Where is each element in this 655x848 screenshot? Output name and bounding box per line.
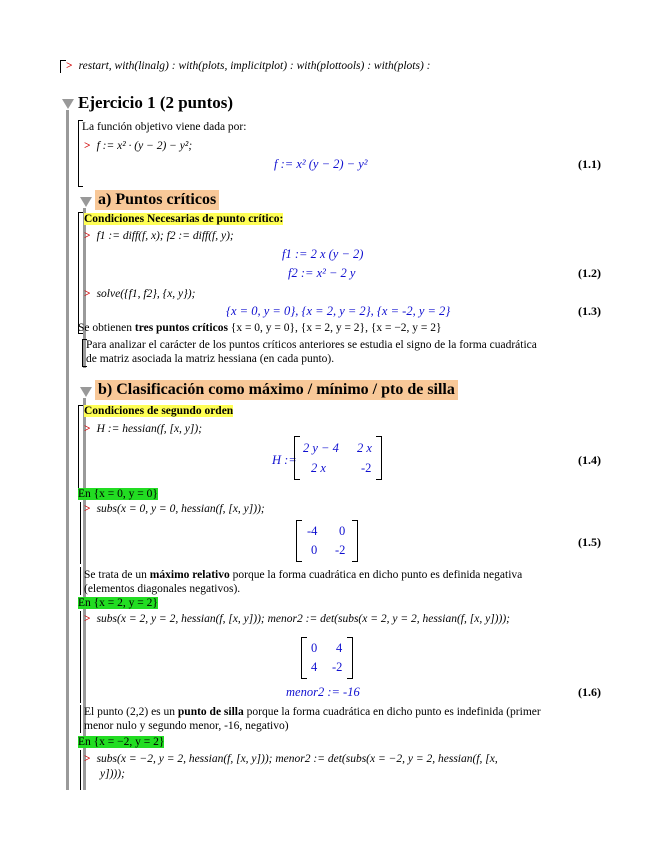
output-solve: {x = 0, y = 0}, {x = 2, y = 2}, {x = -2, y = 2} — [226, 304, 451, 318]
collapse-triangle-icon[interactable] — [62, 99, 74, 109]
prompt-marker: > — [66, 60, 73, 72]
group-bracket — [80, 750, 81, 790]
input-text: f := x² · (y − 2) − y²; — [96, 140, 193, 152]
matrix-cell: -2 — [361, 461, 372, 475]
prompt-marker: > — [84, 503, 91, 515]
text-silla-1 — [84, 706, 541, 718]
input-text: subs(x = −2, y = 2, hessian(f, [x, y])); menor2 := det(subs(x = −2, y = 2, hessian(f, [x, — [96, 753, 498, 765]
label-en-0-0: En {x = 0, y = 0} — [78, 488, 158, 500]
input-line-hessian[interactable] — [84, 423, 202, 435]
heading-condiciones-segundo-orden: Condiciones de segundo orden — [84, 405, 234, 417]
matrix-cell: 2 x — [311, 461, 326, 475]
output-menor2: menor2 := -16 — [286, 685, 360, 699]
matrix-cell: 0 — [311, 543, 318, 557]
text-bold: máximo relativo — [149, 569, 230, 581]
prompt-marker: > — [84, 288, 91, 300]
label-en-neg2-2: En {x = −2, y = 2} — [78, 736, 165, 748]
text-part: porque la forma cuadrática en dicho punto es indefinida (primer — [243, 706, 541, 718]
section-title-clasificacion: b) Clasificación como máximo / mínimo / pto de silla — [95, 380, 458, 400]
prompt-marker: > — [84, 423, 91, 435]
prompt-marker: > — [84, 753, 91, 765]
label-en-2-2: En {x = 2, y = 2} — [78, 597, 158, 609]
input-line-solve[interactable] — [84, 288, 195, 300]
group-bracket — [78, 212, 83, 334]
input-line-diff[interactable] — [84, 230, 234, 242]
matrix-cell: 4 — [311, 660, 318, 674]
output-f: f := x² (y − 2) − y² — [274, 157, 368, 171]
matrix-m1 — [296, 520, 358, 562]
input-line-subs-3[interactable] — [84, 753, 498, 765]
collapse-triangle-icon[interactable] — [80, 197, 92, 207]
matrix-cell: 2 y − 4 — [303, 441, 339, 455]
text-part: El punto (2,2) es un — [84, 706, 178, 718]
group-bracket — [80, 502, 81, 564]
collapse-triangle-icon[interactable] — [80, 387, 92, 397]
equation-label-1-2: (1.2) — [578, 266, 601, 280]
section-title-ejercicio-1: Ejercicio 1 (2 puntos) — [78, 93, 234, 112]
text-tres-puntos — [78, 322, 442, 334]
input-line-f[interactable] — [84, 140, 192, 152]
text-part: Se obtienen — [78, 322, 135, 334]
prompt-marker: > — [84, 613, 91, 625]
matrix-cell: 0 — [311, 641, 318, 655]
group-bracket — [80, 567, 81, 595]
prompt-marker: > — [84, 140, 91, 152]
text-part: {x = 0, y = 0}, {x = 2, y = 2}, {x = −2, y = 2} — [227, 322, 442, 334]
matrix-cell: 0 — [339, 524, 346, 538]
text-bold: tres puntos críticos — [134, 322, 228, 334]
text-part: Se trata de un — [84, 569, 150, 581]
prompt-marker: > — [84, 230, 91, 242]
matrix-cell: -4 — [307, 524, 318, 538]
matrix-cell: -2 — [335, 543, 346, 557]
text-bold: punto de silla — [177, 706, 244, 718]
equation-label-1-5: (1.5) — [578, 535, 601, 549]
intro-text: La función objetivo viene dada por: — [82, 121, 247, 133]
input-text: subs(x = 0, y = 0, hessian(f, [x, y])); — [96, 503, 265, 515]
group-bracket — [80, 705, 81, 733]
section-bar — [66, 110, 69, 790]
text-part: porque la forma cuadrática en dicho punto es definida negativa — [229, 569, 523, 581]
input-line-subs-1[interactable] — [84, 503, 265, 515]
matrix-cell: -2 — [332, 660, 343, 674]
output-f2: f2 := x² − 2 y — [288, 266, 356, 280]
input-text: restart, with(linalg) : with(plots, implicitplot) : with(plottools) : with(plots) : — [78, 60, 431, 72]
heading-condiciones-necesarias: Condiciones Necesarias de punto crítico: — [84, 213, 284, 225]
text-maximo-2: (elementos diagonales negativos). — [84, 583, 241, 595]
input-text: solve({f1, f2}, {x, y}); — [96, 288, 196, 300]
matrix-hessian — [294, 436, 382, 480]
input-line-subs-3-cont[interactable]: y]))); — [100, 768, 125, 780]
text-analizar-1: Para analizar el carácter de los puntos críticos anteriores se estudia el signo de la forma cuadrática — [86, 339, 537, 351]
text-maximo-1 — [84, 569, 522, 581]
input-text: f1 := diff(f, x); f2 := diff(f, y); — [96, 230, 234, 242]
input-line-subs-2[interactable] — [84, 613, 510, 625]
input-line-restart[interactable] — [66, 60, 430, 72]
equation-label-1-3: (1.3) — [578, 304, 601, 318]
matrix-cell: 2 x — [357, 441, 372, 455]
matrix-cell: 4 — [336, 641, 343, 655]
group-bracket — [80, 611, 81, 703]
output-H-label: H := — [272, 453, 297, 467]
group-bracket — [78, 405, 83, 489]
equation-label-1-1: (1.1) — [578, 157, 601, 171]
input-text: subs(x = 2, y = 2, hessian(f, [x, y])); menor2 := det(subs(x = 2, y = 2, hessian(f, [x, y]))); — [96, 613, 510, 625]
equation-label-1-4: (1.4) — [578, 453, 601, 467]
section-title-puntos-criticos: a) Puntos críticos — [95, 190, 219, 210]
matrix-m2 — [301, 637, 353, 679]
text-silla-2: menor nulo y segundo menor, -16, negativo) — [84, 720, 289, 732]
output-f1: f1 := 2 x (y − 2) — [282, 247, 364, 261]
text-analizar-2: de matriz asociada la matriz hessiana (en cada punto). — [86, 353, 335, 365]
input-text: H := hessian(f, [x, y]); — [96, 423, 203, 435]
equation-label-1-6: (1.6) — [578, 685, 601, 699]
